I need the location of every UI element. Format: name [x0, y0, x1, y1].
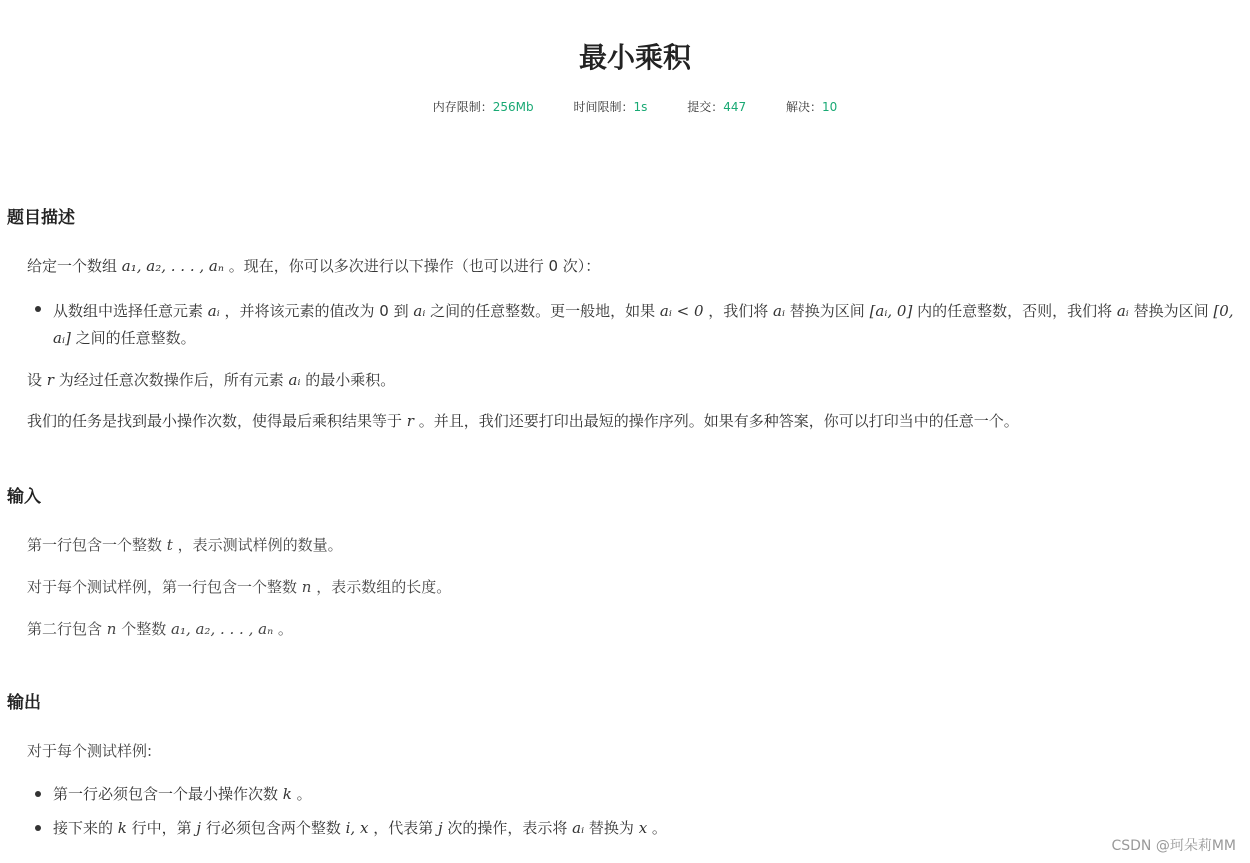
math-r: r	[46, 371, 54, 389]
time-limit-value: 1s	[633, 100, 648, 114]
solve-count-value: 10	[821, 100, 838, 114]
math-r: r	[406, 412, 414, 430]
input-line-2-text: 对于每个测试样例，第一行包含一个整数	[27, 578, 302, 596]
operation-text-6: 内的任意整数，否则，我们将	[912, 302, 1117, 320]
list-item	[53, 783, 667, 817]
description-intro-text: 给定一个数组	[27, 257, 122, 275]
submit-count-label: 提交：	[687, 100, 724, 114]
math-k: k	[282, 785, 292, 803]
input-line-1	[27, 534, 343, 555]
math-a-i: aᵢ	[288, 371, 301, 389]
math-k: k	[117, 819, 127, 837]
math-a-i: aᵢ	[1116, 302, 1129, 320]
input-line-1-text: 第一行包含一个整数	[27, 536, 167, 554]
math-condition: aᵢ < 0	[659, 302, 704, 320]
math-interval-positive: [0, aᵢ]	[53, 302, 1234, 347]
output-bullet-2-text-4: ，代表第	[368, 819, 438, 837]
output-bullet-2-text-6: 替换为	[584, 819, 639, 837]
math-a-i: aᵢ	[207, 302, 220, 320]
array-expression: a₁, a₂, . . . , aₙ	[121, 257, 224, 275]
math-x: x	[638, 819, 648, 837]
output-intro: 对于每个测试样例:	[27, 742, 153, 760]
list-item	[53, 298, 1248, 352]
math-n: n	[301, 578, 312, 596]
input-heading: 输入	[7, 487, 41, 507]
list-item	[53, 817, 667, 838]
solve-count	[786, 98, 837, 115]
math-i-x: i, x	[345, 819, 369, 837]
task-text-1: 我们的任务是找到最小操作次数，使得最后乘积结果等于	[27, 412, 407, 430]
time-limit-label: 时间限制：	[573, 100, 634, 114]
problem-meta	[0, 98, 1250, 115]
definition-r-text-2: 为经过任意次数操作后，所有元素	[53, 371, 289, 389]
input-line-3-text-end: 。	[273, 620, 293, 638]
math-j: j	[437, 819, 443, 837]
output-bullet-2-text-5: 次的操作，表示将	[442, 819, 573, 837]
task-text-2: 。并且，我们还要打印出最短的操作序列。如果有多种答案，你可以打印当中的任意一个。	[413, 412, 1019, 430]
output-bullet-2-text-3: 行必须包含两个整数	[201, 819, 346, 837]
description-heading: 题目描述	[7, 208, 75, 228]
definition-r-text-1: 设	[27, 371, 47, 389]
output-bullet-2-text-2: 行中，第	[126, 819, 197, 837]
submit-count	[687, 98, 746, 115]
output-heading: 输出	[7, 693, 41, 713]
input-line-2	[27, 576, 451, 597]
array-expression: a₁, a₂, . . . , aₙ	[171, 620, 274, 638]
output-bullet-1-text: 第一行必须包含一个最小操作次数	[53, 785, 283, 803]
input-line-1-text-end: ，表示测试样例的数量。	[172, 536, 343, 554]
math-n: n	[106, 620, 117, 638]
math-a-i: aᵢ	[413, 302, 426, 320]
input-line-3-text: 第二行包含	[27, 620, 107, 638]
operation-text-4: ，我们将	[703, 302, 774, 320]
math-t: t	[166, 536, 173, 554]
math-interval-negative: [aᵢ, 0]	[869, 302, 913, 320]
math-j: j	[196, 819, 202, 837]
solve-count-label: 解决：	[785, 100, 822, 114]
input-line-2-text-end: ，表示数组的长度。	[311, 578, 452, 596]
memory-limit-label: 内存限制：	[432, 100, 493, 114]
output-list	[53, 783, 667, 838]
output-bullet-1-text-end: 。	[291, 785, 312, 803]
output-bullet-2-text-end: 。	[647, 819, 667, 837]
math-a-i: aᵢ	[773, 302, 786, 320]
definition-r	[27, 369, 395, 390]
input-line-3	[27, 618, 293, 639]
operation-text-7: 替换为区间	[1128, 302, 1214, 320]
time-limit	[573, 98, 647, 115]
task-statement	[27, 410, 1019, 431]
output-bullet-2-text-1: 接下来的	[53, 819, 118, 837]
definition-r-text-3: 的最小乘积。	[300, 371, 396, 389]
operation-text-5: 替换为区间	[785, 302, 870, 320]
math-a-i: aᵢ	[572, 819, 585, 837]
memory-limit	[433, 98, 534, 115]
operation-text-8: 之间的任意整数。	[70, 329, 196, 347]
description-intro	[27, 255, 600, 276]
memory-limit-value: 256Mb	[492, 100, 534, 114]
input-line-3-text-mid: 个整数	[116, 620, 171, 638]
operation-text-2: ，并将该元素的值改为 0 到	[219, 302, 414, 320]
watermark: CSDN @珂朵莉MM	[1111, 838, 1236, 854]
operation-text-1: 从数组中选择任意元素	[53, 302, 208, 320]
description-intro-text-end: 。现在，你可以多次进行以下操作（也可以进行 0 次）：	[223, 257, 601, 275]
submit-count-value: 447	[723, 100, 747, 114]
operation-list	[53, 298, 1248, 352]
page-title: 最小乘积	[578, 41, 691, 74]
operation-text-3: 之间的任意整数。更一般地，如果	[425, 302, 660, 320]
